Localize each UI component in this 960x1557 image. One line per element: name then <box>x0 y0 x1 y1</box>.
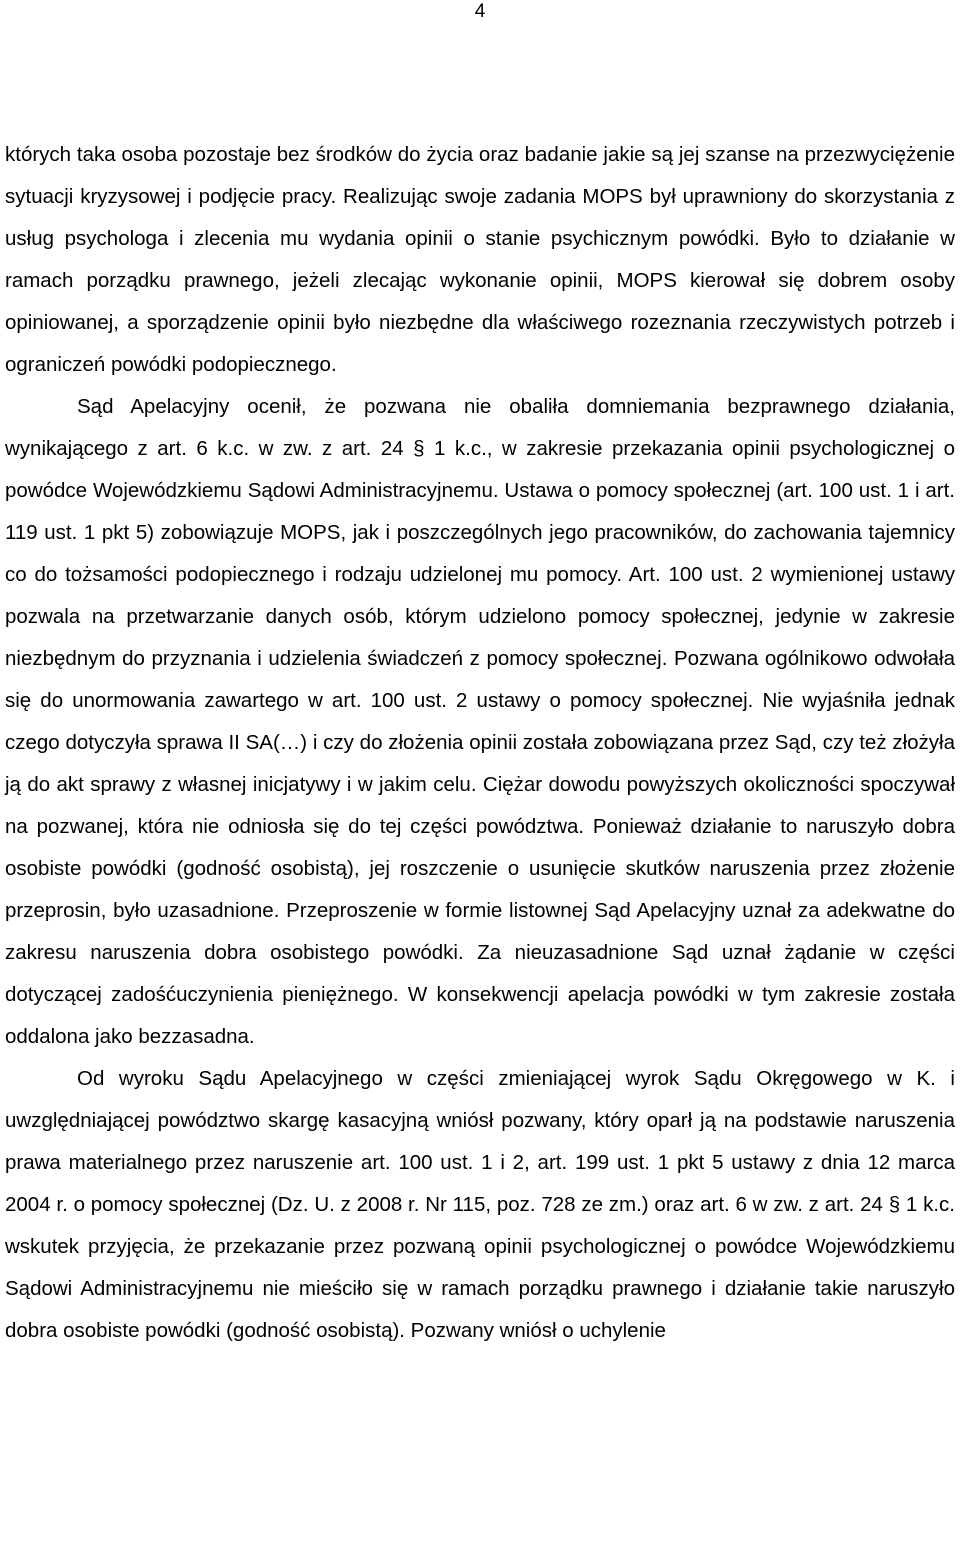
paragraph-3: Od wyroku Sądu Apelacyjnego w części zmieniającej wyrok Sądu Okręgowego w K. i uwzględniającej powództwo skargę kasacyjną wniósł pozwany, który oparł ją na podstawie naruszenia prawa materialnego przez naruszenie art. 100 ust. 1 i 2, art. 199 ust. 1 pkt 5 ustawy z dnia 12 marca 2004 r. o pomocy społecznej (Dz. U. z 2008 r. Nr 115, poz. 728 ze zm.) oraz art. 6 w zw. z art. 24 § 1 k.c. wskutek przyjęcia, że przekazanie przez pozwaną opinii psychologicznej o powódce Wojewódzkiemu Sądowi Administracyjnemu nie mieściło się w ramach porządku prawnego i działanie takie naruszyło dobra osobiste powódki (godność osobistą). Pozwany wniósł o uchylenie <box>5 1067 955 1342</box>
page-number: 4 <box>474 1 486 22</box>
paragraph-1: których taka osoba pozostaje bez środków do życia oraz badanie jakie są jej szanse na przezwyciężenie sytuacji kryzysowej i podjęcie pracy. Realizując swoje zadania MOPS był uprawniony do skorzystania z usług psychologa i zlecenia mu wydania opinii o stanie psychicznym powódki. Było to działanie w ramach porządku prawnego, jeżeli zlecając wykonanie opinii, MOPS kierował się dobrem osoby opiniowanej, a sporządzenie opinii było niezbędne dla właściwego rozeznania rzeczywistych potrzeb i ograniczeń powódki podopiecznego. <box>5 143 955 376</box>
paragraph-2: Sąd Apelacyjny ocenił, że pozwana nie obaliła domniemania bezprawnego działania, wynikającego z art. 6 k.c. w zw. z art. 24 § 1 k.c., w zakresie przekazania opinii psychologicznej o powódce Wojewódzkiemu Sądowi Administracyjnemu. Ustawa o pomocy społecznej (art. 100 ust. 1 i art. 119 ust. 1 pkt 5) zobowiązuje MOPS, jak i poszczególnych jego pracowników, do zachowania tajemnicy co do tożsamości podopiecznego i rodzaju udzielonej mu pomocy. Art. 100 ust. 2 wymienionej ustawy pozwala na przetwarzanie danych osób, którym udzielono pomocy społecznej, jedynie w zakresie niezbędnym do przyznania i udzielenia świadczeń z pomocy społecznej. Pozwana ogólnikowo odwołała się do unormowania zawartego w art. 100 ust. 2 ustawy o pomocy społecznej. Nie wyjaśniła jednak czego dotyczyła sprawa II SA(…) i czy do złożenia opinii została zobowiązana przez Sąd, czy też złożyła ją do akt sprawy z własnej inicjatywy i w jakim celu. Ciężar dowodu powyższych okoliczności spoczywał na pozwanej, która nie odniosła się do tej części powództwa. Ponieważ działanie to naruszyło dobra osobiste powódki (godność osobistą), jej roszczenie o usunięcie skutków naruszenia przez złożenie przeprosin, było uzasadnione. Przeproszenie w formie listownej Sąd Apelacyjny uznał za adekwatne do zakresu naruszenia dobra osobistego powódki. Za nieuzasadnione Sąd uznał żądanie w części dotyczącej zadośćuczynienia pieniężnego. W konsekwencji apelacja powódki w tym zakresie została oddalona jako bezzasadna. <box>5 395 955 1048</box>
document-body <box>5 134 955 1352</box>
